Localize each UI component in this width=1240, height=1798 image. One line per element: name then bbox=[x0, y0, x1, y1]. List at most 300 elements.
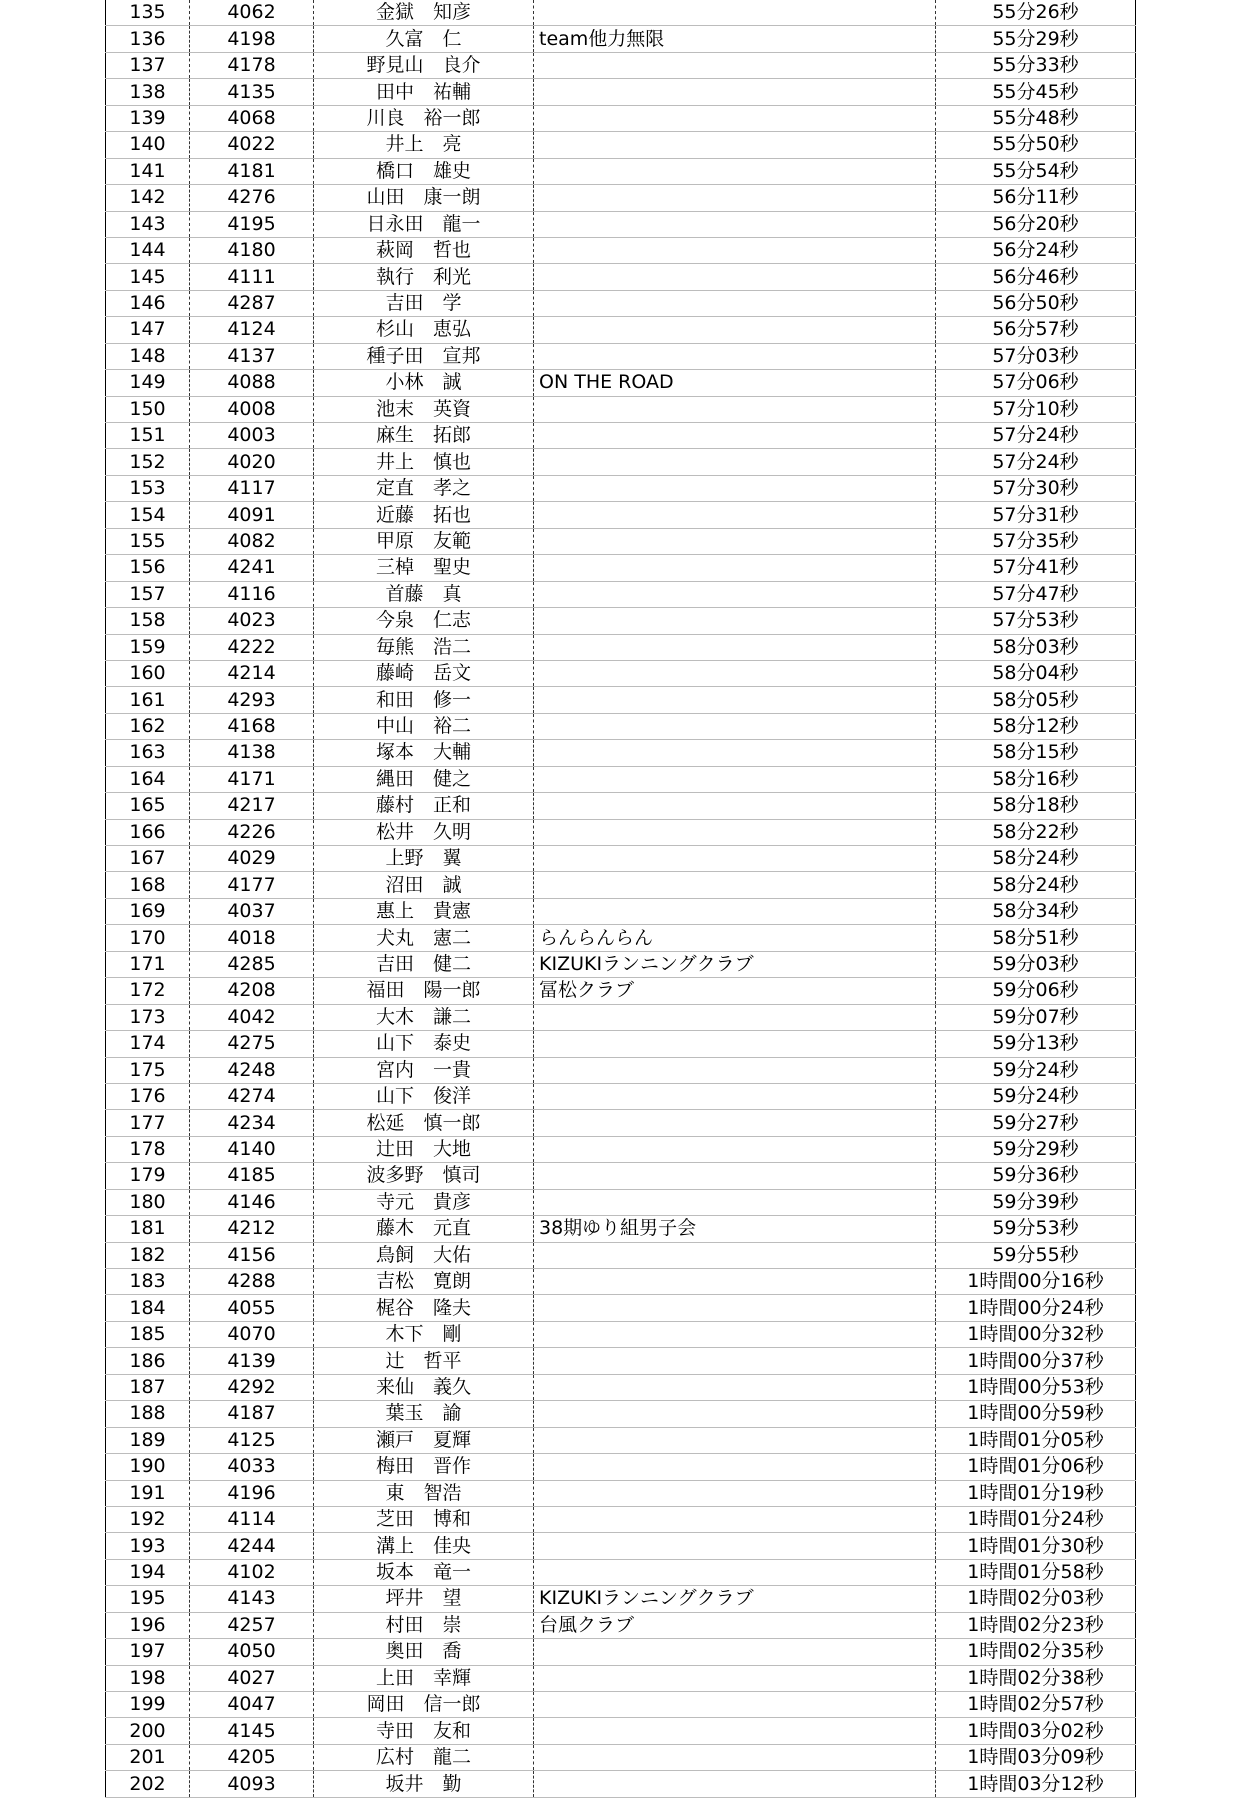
team-name-cell bbox=[534, 1189, 936, 1215]
rank-cell: 177 bbox=[106, 1110, 190, 1136]
team-name-cell: 38期ゆり組男子会 bbox=[534, 1216, 936, 1242]
runner-name-cell: 村田 崇 bbox=[314, 1612, 534, 1638]
runner-name-cell: 中山 裕二 bbox=[314, 713, 534, 739]
team-name-cell bbox=[534, 528, 936, 554]
team-name-cell bbox=[534, 555, 936, 581]
bib-number-cell: 4195 bbox=[190, 211, 314, 237]
runner-name-cell: 上田 幸輝 bbox=[314, 1665, 534, 1691]
finish-time-cell: 1時間00分32秒 bbox=[936, 1321, 1136, 1347]
result-row bbox=[106, 898, 1136, 924]
team-name-cell bbox=[534, 872, 936, 898]
runner-name-cell: 橋口 雄史 bbox=[314, 158, 534, 184]
bib-number-cell: 4020 bbox=[190, 449, 314, 475]
team-name-cell bbox=[534, 132, 936, 158]
finish-time-cell: 1時間01分24秒 bbox=[936, 1506, 1136, 1532]
rank-cell: 197 bbox=[106, 1639, 190, 1665]
runner-name-cell: 芝田 博和 bbox=[314, 1506, 534, 1532]
finish-time-cell: 57分41秒 bbox=[936, 555, 1136, 581]
rank-cell: 185 bbox=[106, 1321, 190, 1347]
rank-cell: 161 bbox=[106, 687, 190, 713]
finish-time-cell: 57分53秒 bbox=[936, 608, 1136, 634]
runner-name-cell: 山下 泰史 bbox=[314, 1031, 534, 1057]
rank-cell: 162 bbox=[106, 713, 190, 739]
rank-cell: 187 bbox=[106, 1374, 190, 1400]
runner-name-cell: 木下 剛 bbox=[314, 1321, 534, 1347]
finish-time-cell: 59分27秒 bbox=[936, 1110, 1136, 1136]
team-name-cell bbox=[534, 1665, 936, 1691]
runner-name-cell: 井上 亮 bbox=[314, 132, 534, 158]
bib-number-cell: 4022 bbox=[190, 132, 314, 158]
result-row bbox=[106, 1612, 1136, 1638]
rank-cell: 160 bbox=[106, 660, 190, 686]
bib-number-cell: 4196 bbox=[190, 1480, 314, 1506]
team-name-cell: らんらんらん bbox=[534, 925, 936, 951]
result-row bbox=[106, 1083, 1136, 1109]
bib-number-cell: 4037 bbox=[190, 898, 314, 924]
runner-name-cell: 野見山 良介 bbox=[314, 52, 534, 78]
result-row bbox=[106, 687, 1136, 713]
rank-cell: 166 bbox=[106, 819, 190, 845]
team-name-cell bbox=[534, 1454, 936, 1480]
rank-cell: 184 bbox=[106, 1295, 190, 1321]
team-name-cell bbox=[534, 158, 936, 184]
rank-cell: 182 bbox=[106, 1242, 190, 1268]
runner-name-cell: 瀬戸 夏輝 bbox=[314, 1427, 534, 1453]
runner-name-cell: 寺田 友和 bbox=[314, 1718, 534, 1744]
rank-cell: 198 bbox=[106, 1665, 190, 1691]
bib-number-cell: 4003 bbox=[190, 423, 314, 449]
finish-time-cell: 1時間03分09秒 bbox=[936, 1744, 1136, 1770]
result-row bbox=[106, 0, 1136, 26]
bib-number-cell: 4145 bbox=[190, 1718, 314, 1744]
team-name-cell bbox=[534, 502, 936, 528]
result-row bbox=[106, 1295, 1136, 1321]
team-name-cell bbox=[534, 343, 936, 369]
bib-number-cell: 4102 bbox=[190, 1559, 314, 1585]
rank-cell: 167 bbox=[106, 846, 190, 872]
rank-cell: 168 bbox=[106, 872, 190, 898]
rank-cell: 180 bbox=[106, 1189, 190, 1215]
finish-time-cell: 57分06秒 bbox=[936, 370, 1136, 396]
bib-number-cell: 4116 bbox=[190, 581, 314, 607]
team-name-cell bbox=[534, 105, 936, 131]
rank-cell: 199 bbox=[106, 1692, 190, 1718]
rank-cell: 202 bbox=[106, 1771, 190, 1797]
rank-cell: 135 bbox=[106, 0, 190, 26]
result-row bbox=[106, 502, 1136, 528]
team-name-cell bbox=[534, 1427, 936, 1453]
result-row bbox=[106, 978, 1136, 1004]
bib-number-cell: 4222 bbox=[190, 634, 314, 660]
finish-time-cell: 59分06秒 bbox=[936, 978, 1136, 1004]
finish-time-cell: 1時間00分24秒 bbox=[936, 1295, 1136, 1321]
bib-number-cell: 4156 bbox=[190, 1242, 314, 1268]
bib-number-cell: 4033 bbox=[190, 1454, 314, 1480]
bib-number-cell: 4070 bbox=[190, 1321, 314, 1347]
rank-cell: 195 bbox=[106, 1586, 190, 1612]
finish-time-cell: 56分46秒 bbox=[936, 264, 1136, 290]
runner-name-cell: 福田 陽一郎 bbox=[314, 978, 534, 1004]
result-row bbox=[106, 634, 1136, 660]
result-row bbox=[106, 1321, 1136, 1347]
result-row bbox=[106, 819, 1136, 845]
runner-name-cell: 奥田 喬 bbox=[314, 1639, 534, 1665]
finish-time-cell: 58分04秒 bbox=[936, 660, 1136, 686]
finish-time-cell: 57分35秒 bbox=[936, 528, 1136, 554]
finish-time-cell: 57分10秒 bbox=[936, 396, 1136, 422]
result-row bbox=[106, 1348, 1136, 1374]
team-name-cell bbox=[534, 581, 936, 607]
rank-cell: 189 bbox=[106, 1427, 190, 1453]
rank-cell: 178 bbox=[106, 1136, 190, 1162]
result-row bbox=[106, 264, 1136, 290]
team-name-cell: 台風クラブ bbox=[534, 1612, 936, 1638]
runner-name-cell: 井上 慎也 bbox=[314, 449, 534, 475]
runner-name-cell: 池末 英資 bbox=[314, 396, 534, 422]
team-name-cell bbox=[534, 1401, 936, 1427]
runner-name-cell: 日永田 龍一 bbox=[314, 211, 534, 237]
runner-name-cell: 今泉 仁志 bbox=[314, 608, 534, 634]
team-name-cell bbox=[534, 1295, 936, 1321]
bib-number-cell: 4138 bbox=[190, 740, 314, 766]
rank-cell: 174 bbox=[106, 1031, 190, 1057]
results-table bbox=[105, 0, 1136, 1798]
rank-cell: 152 bbox=[106, 449, 190, 475]
bib-number-cell: 4062 bbox=[190, 0, 314, 26]
team-name-cell bbox=[534, 1639, 936, 1665]
team-name-cell bbox=[534, 846, 936, 872]
team-name-cell bbox=[534, 1506, 936, 1532]
result-row bbox=[106, 1506, 1136, 1532]
finish-time-cell: 1時間01分30秒 bbox=[936, 1533, 1136, 1559]
finish-time-cell: 1時間01分58秒 bbox=[936, 1559, 1136, 1585]
runner-name-cell: 辻田 大地 bbox=[314, 1136, 534, 1162]
finish-time-cell: 1時間02分35秒 bbox=[936, 1639, 1136, 1665]
bib-number-cell: 4029 bbox=[190, 846, 314, 872]
runner-name-cell: 杉山 恵弘 bbox=[314, 317, 534, 343]
finish-time-cell: 58分18秒 bbox=[936, 793, 1136, 819]
team-name-cell bbox=[534, 449, 936, 475]
runner-name-cell: 萩岡 哲也 bbox=[314, 237, 534, 263]
team-name-cell bbox=[534, 1771, 936, 1797]
bib-number-cell: 4068 bbox=[190, 105, 314, 131]
result-row bbox=[106, 1110, 1136, 1136]
runner-name-cell: 来仙 義久 bbox=[314, 1374, 534, 1400]
bib-number-cell: 4146 bbox=[190, 1189, 314, 1215]
result-row bbox=[106, 581, 1136, 607]
finish-time-cell: 1時間01分19秒 bbox=[936, 1480, 1136, 1506]
finish-time-cell: 58分15秒 bbox=[936, 740, 1136, 766]
result-row bbox=[106, 1004, 1136, 1030]
result-row bbox=[106, 1269, 1136, 1295]
runner-name-cell: 三棹 聖史 bbox=[314, 555, 534, 581]
team-name-cell bbox=[534, 1057, 936, 1083]
team-name-cell bbox=[534, 290, 936, 316]
bib-number-cell: 4180 bbox=[190, 237, 314, 263]
rank-cell: 194 bbox=[106, 1559, 190, 1585]
rank-cell: 201 bbox=[106, 1744, 190, 1770]
result-row bbox=[106, 1374, 1136, 1400]
runner-name-cell: 金獄 知彦 bbox=[314, 0, 534, 26]
team-name-cell bbox=[534, 898, 936, 924]
result-row bbox=[106, 1242, 1136, 1268]
result-row bbox=[106, 608, 1136, 634]
team-name-cell bbox=[534, 52, 936, 78]
team-name-cell bbox=[534, 1559, 936, 1585]
rank-cell: 142 bbox=[106, 185, 190, 211]
bib-number-cell: 4177 bbox=[190, 872, 314, 898]
bib-number-cell: 4117 bbox=[190, 475, 314, 501]
team-name-cell bbox=[534, 1321, 936, 1347]
team-name-cell: ON THE ROAD bbox=[534, 370, 936, 396]
rank-cell: 191 bbox=[106, 1480, 190, 1506]
result-row bbox=[106, 423, 1136, 449]
rank-cell: 165 bbox=[106, 793, 190, 819]
team-name-cell bbox=[534, 660, 936, 686]
rank-cell: 157 bbox=[106, 581, 190, 607]
bib-number-cell: 4135 bbox=[190, 79, 314, 105]
result-row bbox=[106, 449, 1136, 475]
team-name-cell bbox=[534, 475, 936, 501]
runner-name-cell: 鳥飼 大佑 bbox=[314, 1242, 534, 1268]
finish-time-cell: 58分34秒 bbox=[936, 898, 1136, 924]
result-row bbox=[106, 1559, 1136, 1585]
team-name-cell bbox=[534, 0, 936, 26]
finish-time-cell: 57分24秒 bbox=[936, 449, 1136, 475]
finish-time-cell: 1時間02分23秒 bbox=[936, 1612, 1136, 1638]
rank-cell: 145 bbox=[106, 264, 190, 290]
bib-number-cell: 4274 bbox=[190, 1083, 314, 1109]
team-name-cell bbox=[534, 713, 936, 739]
rank-cell: 137 bbox=[106, 52, 190, 78]
result-row bbox=[106, 1189, 1136, 1215]
runner-name-cell: 波多野 慎司 bbox=[314, 1163, 534, 1189]
rank-cell: 171 bbox=[106, 951, 190, 977]
rank-cell: 136 bbox=[106, 26, 190, 52]
result-row bbox=[106, 740, 1136, 766]
rank-cell: 163 bbox=[106, 740, 190, 766]
runner-name-cell: 上野 翼 bbox=[314, 846, 534, 872]
rank-cell: 170 bbox=[106, 925, 190, 951]
finish-time-cell: 56分11秒 bbox=[936, 185, 1136, 211]
bib-number-cell: 4055 bbox=[190, 1295, 314, 1321]
finish-time-cell: 55分50秒 bbox=[936, 132, 1136, 158]
result-row bbox=[106, 317, 1136, 343]
runner-name-cell: 葉玉 諭 bbox=[314, 1401, 534, 1427]
result-row bbox=[106, 872, 1136, 898]
team-name-cell: team他力無限 bbox=[534, 26, 936, 52]
bib-number-cell: 4293 bbox=[190, 687, 314, 713]
bib-number-cell: 4114 bbox=[190, 1506, 314, 1532]
finish-time-cell: 56分57秒 bbox=[936, 317, 1136, 343]
team-name-cell bbox=[534, 264, 936, 290]
bib-number-cell: 4241 bbox=[190, 555, 314, 581]
finish-time-cell: 56分50秒 bbox=[936, 290, 1136, 316]
team-name-cell bbox=[534, 79, 936, 105]
runner-name-cell: 毎熊 浩二 bbox=[314, 634, 534, 660]
rank-cell: 169 bbox=[106, 898, 190, 924]
rank-cell: 188 bbox=[106, 1401, 190, 1427]
runner-name-cell: 藤崎 岳文 bbox=[314, 660, 534, 686]
rank-cell: 138 bbox=[106, 79, 190, 105]
result-row bbox=[106, 1057, 1136, 1083]
result-row bbox=[106, 1533, 1136, 1559]
result-row bbox=[106, 132, 1136, 158]
finish-time-cell: 58分24秒 bbox=[936, 846, 1136, 872]
runner-name-cell: 吉田 健二 bbox=[314, 951, 534, 977]
result-row bbox=[106, 1216, 1136, 1242]
bib-number-cell: 4181 bbox=[190, 158, 314, 184]
runner-name-cell: 小林 誠 bbox=[314, 370, 534, 396]
runner-name-cell: 執行 利光 bbox=[314, 264, 534, 290]
runner-name-cell: 久富 仁 bbox=[314, 26, 534, 52]
result-row bbox=[106, 26, 1136, 52]
rank-cell: 200 bbox=[106, 1718, 190, 1744]
finish-time-cell: 56分24秒 bbox=[936, 237, 1136, 263]
bib-number-cell: 4139 bbox=[190, 1348, 314, 1374]
team-name-cell bbox=[534, 819, 936, 845]
team-name-cell bbox=[534, 1480, 936, 1506]
result-row bbox=[106, 1136, 1136, 1162]
runner-name-cell: 種子田 宣邦 bbox=[314, 343, 534, 369]
runner-name-cell: 川良 裕一郎 bbox=[314, 105, 534, 131]
bib-number-cell: 4287 bbox=[190, 290, 314, 316]
finish-time-cell: 1時間01分06秒 bbox=[936, 1454, 1136, 1480]
result-row bbox=[106, 1454, 1136, 1480]
finish-time-cell: 55分54秒 bbox=[936, 158, 1136, 184]
rank-cell: 183 bbox=[106, 1269, 190, 1295]
team-name-cell bbox=[534, 687, 936, 713]
result-row bbox=[106, 1744, 1136, 1770]
result-row bbox=[106, 846, 1136, 872]
bib-number-cell: 4276 bbox=[190, 185, 314, 211]
result-row bbox=[106, 1031, 1136, 1057]
bib-number-cell: 4212 bbox=[190, 1216, 314, 1242]
rank-cell: 159 bbox=[106, 634, 190, 660]
runner-name-cell: 犬丸 憲二 bbox=[314, 925, 534, 951]
result-row bbox=[106, 343, 1136, 369]
bib-number-cell: 4214 bbox=[190, 660, 314, 686]
runner-name-cell: 松井 久明 bbox=[314, 819, 534, 845]
rank-cell: 141 bbox=[106, 158, 190, 184]
finish-time-cell: 59分39秒 bbox=[936, 1189, 1136, 1215]
finish-time-cell: 59分03秒 bbox=[936, 951, 1136, 977]
team-name-cell bbox=[534, 634, 936, 660]
bib-number-cell: 4027 bbox=[190, 1665, 314, 1691]
rank-cell: 158 bbox=[106, 608, 190, 634]
finish-time-cell: 57分47秒 bbox=[936, 581, 1136, 607]
rank-cell: 143 bbox=[106, 211, 190, 237]
rank-cell: 147 bbox=[106, 317, 190, 343]
bib-number-cell: 4292 bbox=[190, 1374, 314, 1400]
rank-cell: 172 bbox=[106, 978, 190, 1004]
bib-number-cell: 4198 bbox=[190, 26, 314, 52]
result-row bbox=[106, 1639, 1136, 1665]
bib-number-cell: 4285 bbox=[190, 951, 314, 977]
bib-number-cell: 4008 bbox=[190, 396, 314, 422]
finish-time-cell: 58分24秒 bbox=[936, 872, 1136, 898]
finish-time-cell: 1時間00分59秒 bbox=[936, 1401, 1136, 1427]
team-name-cell bbox=[534, 1163, 936, 1189]
result-row bbox=[106, 555, 1136, 581]
runner-name-cell: 首藤 真 bbox=[314, 581, 534, 607]
team-name-cell bbox=[534, 237, 936, 263]
rank-cell: 144 bbox=[106, 237, 190, 263]
result-row bbox=[106, 52, 1136, 78]
runner-name-cell: 麻生 拓郎 bbox=[314, 423, 534, 449]
result-row bbox=[106, 925, 1136, 951]
finish-time-cell: 55分26秒 bbox=[936, 0, 1136, 26]
team-name-cell bbox=[534, 1269, 936, 1295]
rank-cell: 179 bbox=[106, 1163, 190, 1189]
runner-name-cell: 坂本 竜一 bbox=[314, 1559, 534, 1585]
bib-number-cell: 4226 bbox=[190, 819, 314, 845]
bib-number-cell: 4143 bbox=[190, 1586, 314, 1612]
result-row bbox=[106, 793, 1136, 819]
runner-name-cell: 東 智浩 bbox=[314, 1480, 534, 1506]
result-row bbox=[106, 185, 1136, 211]
result-row bbox=[106, 1586, 1136, 1612]
runner-name-cell: 寺元 貴彦 bbox=[314, 1189, 534, 1215]
rank-cell: 156 bbox=[106, 555, 190, 581]
finish-time-cell: 55分45秒 bbox=[936, 79, 1136, 105]
rank-cell: 164 bbox=[106, 766, 190, 792]
rank-cell: 151 bbox=[106, 423, 190, 449]
runner-name-cell: 梶谷 隆夫 bbox=[314, 1295, 534, 1321]
finish-time-cell: 58分03秒 bbox=[936, 634, 1136, 660]
team-name-cell bbox=[534, 1110, 936, 1136]
bib-number-cell: 4248 bbox=[190, 1057, 314, 1083]
finish-time-cell: 55分33秒 bbox=[936, 52, 1136, 78]
bib-number-cell: 4234 bbox=[190, 1110, 314, 1136]
result-row bbox=[106, 79, 1136, 105]
runner-name-cell: 広村 龍二 bbox=[314, 1744, 534, 1770]
finish-time-cell: 58分12秒 bbox=[936, 713, 1136, 739]
result-row bbox=[106, 158, 1136, 184]
team-name-cell bbox=[534, 793, 936, 819]
team-name-cell bbox=[534, 1348, 936, 1374]
rank-cell: 140 bbox=[106, 132, 190, 158]
results-table-body bbox=[106, 0, 1136, 1797]
bib-number-cell: 4187 bbox=[190, 1401, 314, 1427]
runner-name-cell: 田中 祐輔 bbox=[314, 79, 534, 105]
runner-name-cell: 梅田 晋作 bbox=[314, 1454, 534, 1480]
result-row bbox=[106, 528, 1136, 554]
finish-time-cell: 57分30秒 bbox=[936, 475, 1136, 501]
result-row bbox=[106, 475, 1136, 501]
bib-number-cell: 4125 bbox=[190, 1427, 314, 1453]
finish-time-cell: 1時間01分05秒 bbox=[936, 1427, 1136, 1453]
runner-name-cell: 大木 謙二 bbox=[314, 1004, 534, 1030]
rank-cell: 154 bbox=[106, 502, 190, 528]
finish-time-cell: 1時間00分53秒 bbox=[936, 1374, 1136, 1400]
bib-number-cell: 4091 bbox=[190, 502, 314, 528]
rank-cell: 150 bbox=[106, 396, 190, 422]
bib-number-cell: 4140 bbox=[190, 1136, 314, 1162]
rank-cell: 193 bbox=[106, 1533, 190, 1559]
bib-number-cell: 4018 bbox=[190, 925, 314, 951]
bib-number-cell: 4111 bbox=[190, 264, 314, 290]
bib-number-cell: 4208 bbox=[190, 978, 314, 1004]
result-row bbox=[106, 1401, 1136, 1427]
bib-number-cell: 4185 bbox=[190, 1163, 314, 1189]
result-row bbox=[106, 1480, 1136, 1506]
finish-time-cell: 59分29秒 bbox=[936, 1136, 1136, 1162]
bib-number-cell: 4205 bbox=[190, 1744, 314, 1770]
runner-name-cell: 坂井 勤 bbox=[314, 1771, 534, 1797]
finish-time-cell: 1時間03分02秒 bbox=[936, 1718, 1136, 1744]
rank-cell: 155 bbox=[106, 528, 190, 554]
